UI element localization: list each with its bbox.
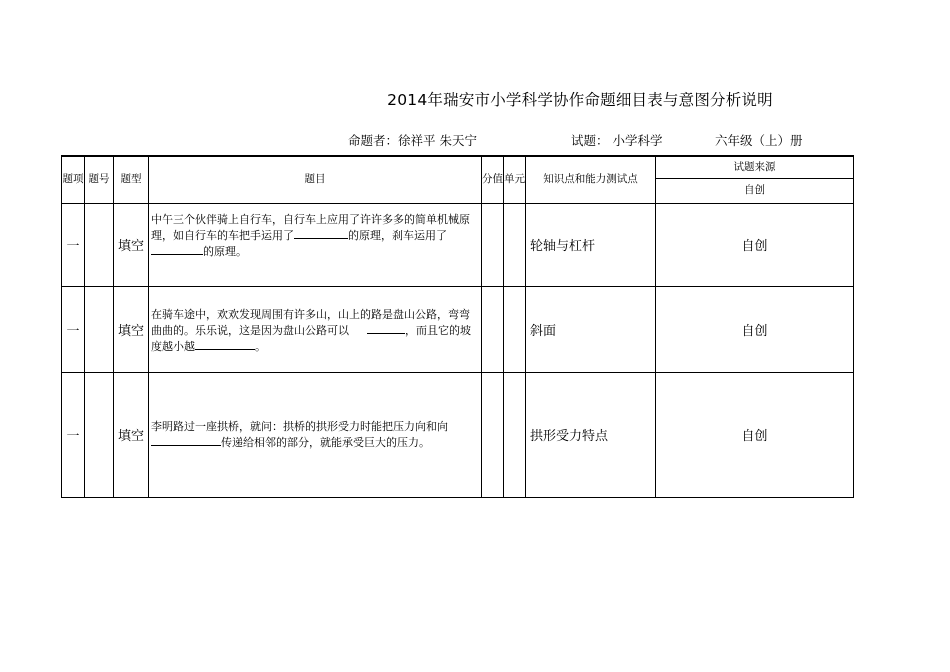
answer-blank — [367, 322, 405, 334]
header-item: 题项 — [62, 156, 85, 203]
row-type: 填空 — [114, 286, 149, 372]
row-source: 自创 — [656, 372, 854, 497]
row-item: 一 — [62, 286, 85, 372]
table-row — [62, 203, 854, 286]
row-score — [482, 372, 504, 497]
header-score: 分值 — [482, 156, 504, 203]
row-type: 填空 — [114, 372, 149, 497]
detail-table — [61, 155, 854, 498]
authors-label: 命题者：徐祥平 朱天宁 — [348, 133, 477, 148]
row-number — [85, 372, 114, 497]
row-item: 一 — [62, 372, 85, 497]
row-unit — [504, 286, 526, 372]
row-score — [482, 203, 504, 286]
row-unit — [504, 203, 526, 286]
exam-label: 试题： 小学科学 — [571, 133, 663, 148]
row-source: 自创 — [656, 203, 854, 286]
row-knowledge: 轮轴与杠杆 — [526, 203, 656, 286]
row-source: 自创 — [656, 286, 854, 372]
answer-blank — [151, 434, 221, 446]
header-question: 题目 — [149, 156, 482, 203]
row-knowledge: 拱形受力特点 — [526, 372, 656, 497]
row-question: 中午三个伙伴骑上自行车，自行车上应用了许许多多的简单机械原理，如自行车的车把手运用了 的原理，刹车运用了的原理。 — [149, 203, 482, 286]
table-row — [62, 286, 854, 372]
header-knowledge: 知识点和能力测试点 — [526, 156, 656, 203]
answer-blank — [294, 227, 348, 239]
header-source: 试题来源 — [656, 156, 854, 178]
header-unit: 单元 — [504, 156, 526, 203]
row-question: 李明路过一座拱桥，就问：拱桥的拱形受力时能把压力向和向传递给相邻的部分，就能承受巨大的压力。 — [149, 372, 482, 497]
row-score — [482, 286, 504, 372]
grade-label: 六年级（上）册 — [715, 133, 803, 148]
row-number — [85, 286, 114, 372]
row-unit — [504, 372, 526, 497]
table-row — [62, 372, 854, 497]
header-number: 题号 — [85, 156, 114, 203]
row-question: 在骑车途中，欢欢发现周围有许多山，山上的路是盘山公路，弯弯曲曲的。乐乐说，这是因为盘山公路可以 ，而且它的坡度越小越 。 — [149, 286, 482, 372]
answer-blank — [151, 243, 203, 255]
row-type: 填空 — [114, 203, 149, 286]
row-item: 一 — [62, 203, 85, 286]
header-type: 题型 — [114, 156, 149, 203]
answer-blank — [195, 338, 255, 350]
row-number — [85, 203, 114, 286]
page-title: 2014年瑞安市小学科学协作命题细目表与意图分析说明 — [387, 91, 773, 109]
row-knowledge: 斜面 — [526, 286, 656, 372]
header-source-sub: 自创 — [656, 178, 854, 203]
